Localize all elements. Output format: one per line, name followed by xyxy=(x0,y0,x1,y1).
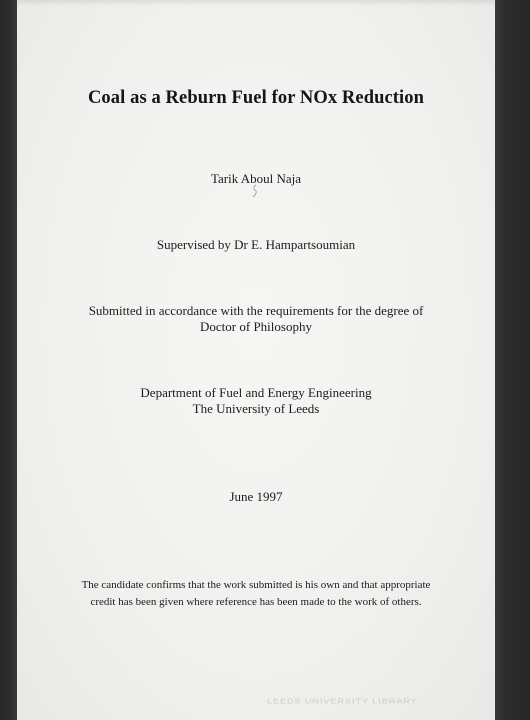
declaration-line-2: credit has been given where reference has been made to the work of others. xyxy=(90,596,422,608)
requirement-line-2: Doctor of Philosophy xyxy=(200,319,312,334)
university-name: The University of Leeds xyxy=(192,401,320,416)
thesis-title: Coal as a Reburn Fuel for NOx Reduction xyxy=(87,88,425,108)
pen-mark-icon xyxy=(251,184,259,198)
page-top-shadow xyxy=(17,0,495,6)
supervisor-line: Supervised by Dr E. Hampartsoumian xyxy=(156,237,356,252)
thesis-title-page xyxy=(17,0,495,720)
library-stamp: LEEDS UNIVERSITY LIBRARY xyxy=(267,696,418,706)
submission-date: June 1997 xyxy=(229,489,283,504)
author-name: Tarik Aboul Naja xyxy=(210,171,302,186)
declaration-line-1: The candidate confirms that the work submitted is his own and that appropriate xyxy=(81,579,431,591)
right-scrollbar-area[interactable] xyxy=(495,0,530,720)
department-name: Department of Fuel and Energy Engineering xyxy=(140,385,372,400)
left-margin-strip xyxy=(0,0,17,720)
requirement-line-1: Submitted in accordance with the requirements for the degree of xyxy=(88,303,424,318)
